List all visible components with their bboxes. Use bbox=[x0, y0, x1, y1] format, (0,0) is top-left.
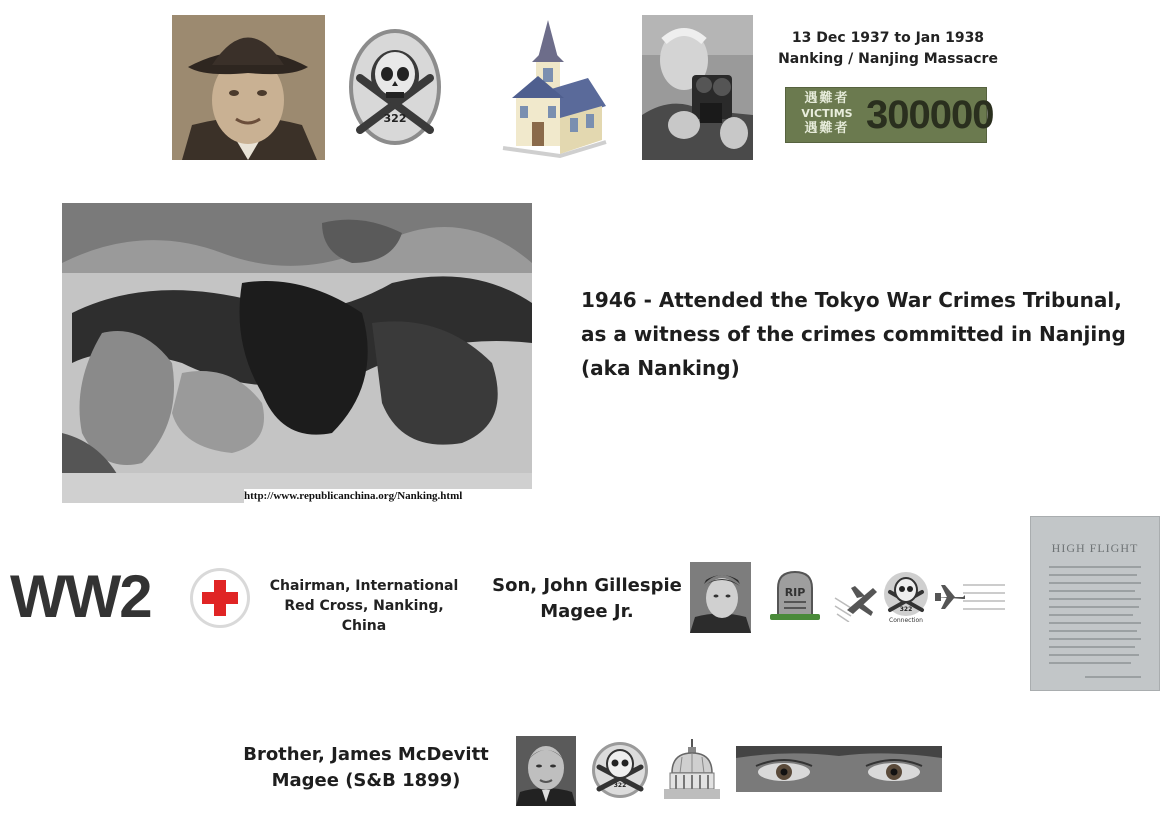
victims-chars-bottom: 遇難者 bbox=[804, 121, 850, 136]
capitol-dome-icon bbox=[664, 739, 720, 803]
portrait-man-hat-photo bbox=[172, 15, 325, 160]
son-line-2: Magee Jr. bbox=[540, 601, 634, 622]
photo-source-url[interactable]: http://www.republicanchina.org/Nanking.html bbox=[244, 489, 532, 503]
tribunal-statement bbox=[581, 283, 1141, 385]
high-flight-plaque bbox=[1030, 516, 1160, 691]
victims-count: 300000 bbox=[866, 93, 994, 137]
man-with-film-camera-photo bbox=[642, 15, 753, 160]
plane-crash-icon bbox=[833, 570, 881, 622]
skull-crossbones-322-small-icon bbox=[591, 741, 649, 799]
role-line-1: Chairman, International bbox=[269, 578, 459, 594]
svg-text:322: 322 bbox=[613, 782, 627, 789]
brother-portrait-photo bbox=[516, 736, 576, 806]
son-portrait-photo bbox=[690, 562, 751, 633]
plane-flying-icon bbox=[933, 577, 1005, 617]
massacre-dates: 13 Dec 1937 to Jan 1938 bbox=[791, 30, 985, 46]
victims-word: VICTIMS bbox=[801, 107, 853, 120]
son-line-1: Son, John Gillespie bbox=[492, 575, 682, 596]
church-icon bbox=[498, 18, 608, 160]
brother-line-1: Brother, James McDevitt bbox=[243, 744, 489, 765]
victims-chars-top: 遇難者 bbox=[804, 91, 850, 106]
skull-crossbones-322-icon bbox=[348, 28, 442, 146]
eyes-closeup-photo bbox=[736, 746, 942, 792]
nanking-massacre-photo bbox=[62, 203, 532, 503]
statement-line-3: (aka Nanking) bbox=[581, 356, 740, 380]
skull-connection-icon bbox=[880, 570, 932, 624]
skull-number-small-label: 322 bbox=[899, 606, 913, 613]
statement-line-2: as a witness of the crimes committed in Nanjing bbox=[581, 322, 1126, 346]
victims-sign bbox=[785, 87, 994, 143]
rip-label: RIP bbox=[784, 586, 806, 599]
brother-line-2: Magee (S&B 1899) bbox=[271, 770, 461, 791]
massacre-event-name: Nanking / Nanjing Massacre bbox=[778, 51, 998, 67]
massacre-caption bbox=[772, 28, 1004, 70]
son-caption bbox=[489, 573, 685, 625]
rip-tombstone-icon bbox=[768, 570, 822, 622]
statement-line-1: 1946 - Attended the Tokyo War Crimes Tribunal, bbox=[581, 288, 1122, 312]
role-line-2: Red Cross, Nanking, China bbox=[284, 598, 444, 634]
red-cross-role bbox=[262, 576, 466, 636]
plaque-title: HIGH FLIGHT bbox=[1051, 541, 1139, 555]
connection-label: Connection bbox=[889, 617, 923, 624]
ww2-label: WW2 bbox=[10, 563, 151, 630]
red-cross-icon bbox=[189, 567, 251, 629]
skull-number-label: 322 bbox=[383, 112, 407, 125]
brother-caption bbox=[240, 742, 492, 794]
